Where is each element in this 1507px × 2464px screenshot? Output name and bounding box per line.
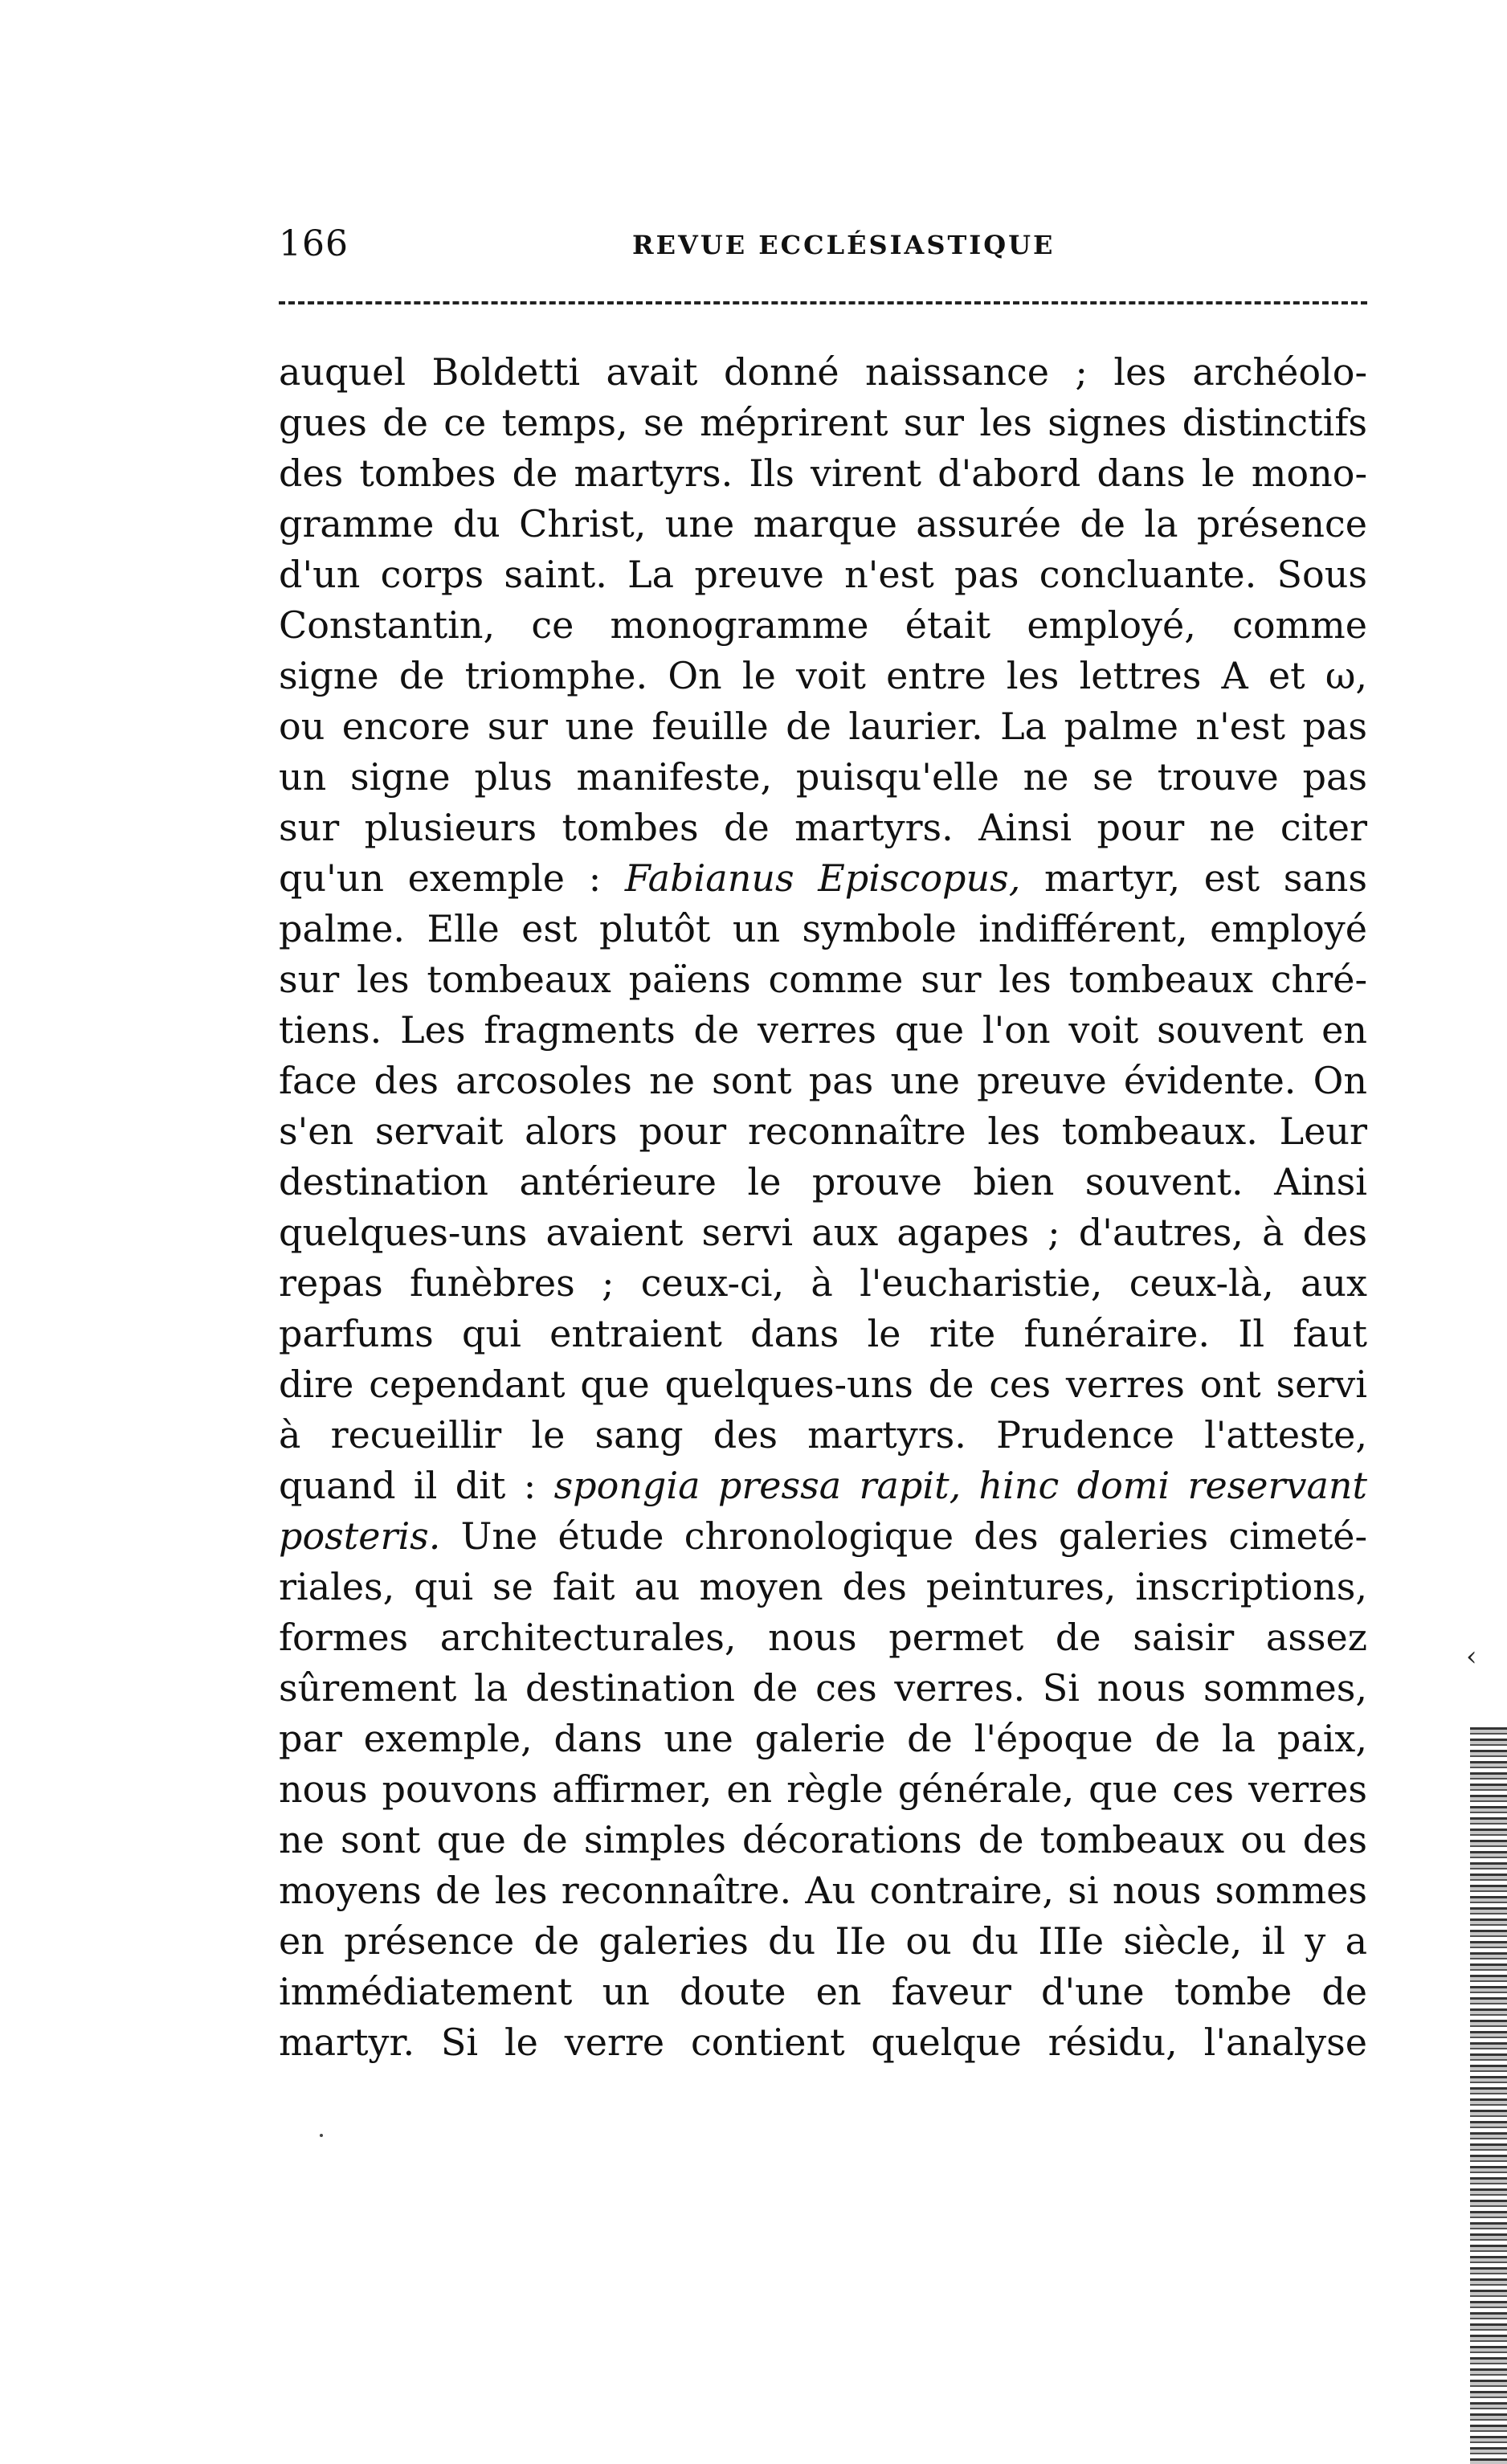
text-line: moyens de les reconnaître. Au contraire, si nous sommes: [279, 1869, 1367, 1912]
text-line: martyr. Si le verre contient quelque résidu, l'analyse: [279, 2021, 1367, 2064]
text-line: formes architecturales, nous permet de saisir assez: [279, 1616, 1367, 1659]
text-line: gramme du Christ, une marque assurée de la présence: [279, 502, 1367, 546]
text-line: ou encore sur une feuille de laurier. La palme n'est pas: [279, 705, 1367, 748]
ink-speck: [320, 2134, 323, 2137]
text-line-with-italic: [279, 1511, 1367, 1562]
margin-mark: ‹: [1466, 1641, 1477, 1673]
text-line: des tombes de martyrs. Ils virent d'abord dans le mono-: [279, 452, 1367, 495]
text-segment: qu'un exemple :: [279, 856, 602, 900]
text-line: en présence de galeries du IIe ou du IIIe siècle, il y a: [279, 1919, 1367, 1963]
page-header: [279, 223, 1367, 272]
text-line: face des arcosoles ne sont pas une preuve évidente. On: [279, 1059, 1367, 1102]
text-line: sur les tombeaux païens comme sur les tombeaux chré-: [279, 958, 1367, 1001]
text-line: dire cependant que quelques-uns de ces verres ont servi: [279, 1363, 1367, 1406]
text-line: repas funèbres ; ceux-ci, à l'eucharistie, ceux-là, aux: [279, 1261, 1367, 1305]
text-line: s'en servait alors pour reconnaître les tombeaux. Leur: [279, 1109, 1367, 1153]
text-line: riales, qui se fait au moyen des peintures, inscriptions,: [279, 1565, 1367, 1608]
text-line: gues de ce temps, se méprirent sur les signes distinctifs: [279, 401, 1367, 444]
text-line: sur plusieurs tombes de martyrs. Ainsi pour ne citer: [279, 806, 1367, 849]
text-line: sûrement la destination de ces verres. Si nous sommes,: [279, 1666, 1367, 1710]
text-line: parfums qui entraient dans le rite funéraire. Il faut: [279, 1312, 1367, 1355]
text-segment: martyr, est sans: [1044, 856, 1368, 900]
text-line: nous pouvons affirmer, en règle générale, que ces verres: [279, 1767, 1367, 1811]
running-title: REVUE ECCLÉSIASTIQUE: [632, 230, 1056, 260]
text-line: destination antérieure le prouve bien souvent. Ainsi: [279, 1160, 1367, 1203]
text-line: immédiatement un doute en faveur d'une tombe de: [279, 1970, 1367, 2013]
text-line: tiens. Les fragments de verres que l'on voit souvent en: [279, 1008, 1367, 1052]
text-line-with-italic: [279, 853, 1367, 904]
text-line: d'un corps saint. La preuve n'est pas concluante. Sous: [279, 553, 1367, 596]
text-line: signe de triomphe. On le voit entre les lettres A et ω,: [279, 654, 1367, 697]
text-line: quelques-uns avaient servi aux agapes ; d'autres, à des: [279, 1211, 1367, 1254]
text-line-with-italic: [279, 1461, 1367, 1511]
text-line: Constantin, ce monogramme était employé, comme: [279, 603, 1367, 647]
italic-name: Fabianus Episcopus,: [624, 856, 1021, 900]
body-text: [279, 347, 1367, 2068]
text-line: par exemple, dans une galerie de l'époque de la paix,: [279, 1717, 1367, 1760]
latin-quotation: spongia pressa rapit, hinc domi reservant: [553, 1464, 1368, 1507]
text-segment: quand il dit :: [279, 1464, 537, 1507]
latin-quotation-end: posteris.: [279, 1514, 441, 1558]
text-line: palme. Elle est plutôt un symbole indifférent, employé: [279, 907, 1367, 950]
text-line: auquel Boldetti avait donné naissance ; les archéolo-: [279, 350, 1367, 394]
header-rule: [279, 301, 1367, 304]
text-segment: Une étude chronologique des galeries cimeté-: [460, 1514, 1367, 1558]
page-number: 166: [279, 223, 349, 264]
text-line: ne sont que de simples décorations de tombeaux ou des: [279, 1818, 1367, 1861]
text-line: un signe plus manifeste, puisqu'elle ne se trouve pas: [279, 755, 1367, 799]
page-edge-scan-artifact: [1470, 1727, 1507, 2464]
text-line: à recueillir le sang des martyrs. Prudence l'atteste,: [279, 1413, 1367, 1457]
